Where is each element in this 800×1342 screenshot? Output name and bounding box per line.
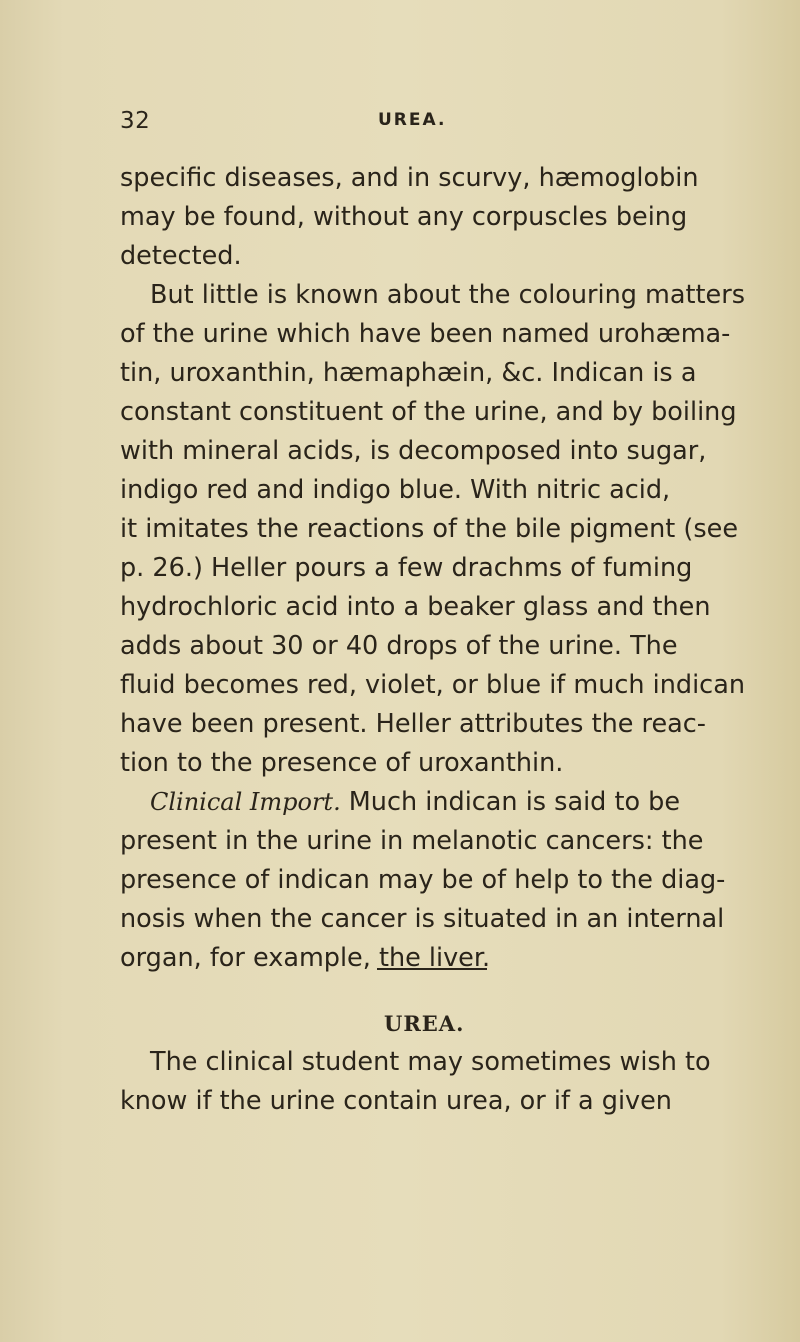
body-line: presence of indican may be of help to the diag- [120,865,726,895]
body-line: with mineral acids, is decomposed into sugar, [120,436,707,466]
body-line: indigo red and indigo blue. With nitric acid, [120,475,671,505]
page-number: 32 [120,108,151,134]
body-line: specific diseases, and in scurvy, hæmoglobin [120,163,699,193]
body-line: hydrochloric acid into a beaker glass and then [120,592,711,622]
body-line: p. 26.) Heller pours a few drachms of fuming [120,553,693,583]
body-line: organ, for example, the liver. [120,943,491,973]
body-line: tin, uroxanthin, hæmaphæin, &c. Indican is a [120,358,697,388]
body-line: fluid becomes red, violet, or blue if much indican [120,670,745,700]
body-line: adds about 30 or 40 drops of the urine. The [120,631,678,661]
body-line: may be found, without any corpuscles being [120,202,688,232]
body-line: constant constituent of the urine, and by boiling [120,397,737,427]
body-line: present in the urine in melanotic cancers: the [120,826,704,856]
body-line: know if the urine contain urea, or if a given [120,1086,672,1116]
running-head [120,108,740,140]
body-line: tion to the presence of uroxanthin. [120,748,564,778]
running-title: UREA. [378,110,447,130]
section-divider [377,968,487,970]
section-heading: UREA. [384,1011,465,1036]
body-line: The clinical student may sometimes wish to [150,1047,711,1077]
clinical-import-heading: Clinical Import. [150,788,341,816]
body-line: nosis when the cancer is situated in an internal [120,904,725,934]
body-line: But little is known about the colouring matters [150,280,745,310]
body-line: it imitates the reactions of the bile pigment (see [120,514,739,544]
body-line: detected. [120,241,242,271]
clinical-first-line-text: Much indican is said to be [340,787,681,817]
body-line: of the urine which have been named urohæma- [120,319,731,349]
body-line: have been present. Heller attributes the reac- [120,709,706,739]
clinical-first-line [150,787,681,817]
